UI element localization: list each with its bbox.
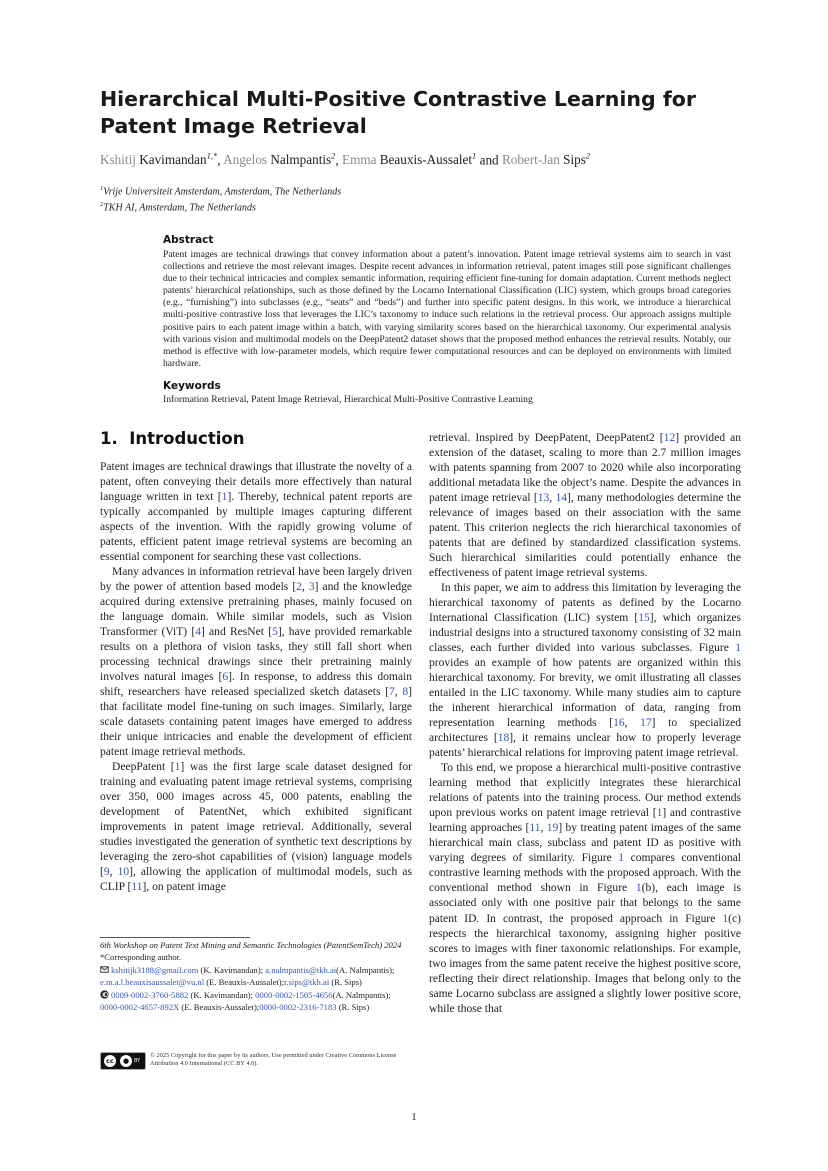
page-number: 1: [411, 1112, 417, 1123]
author-given-name: Angelos: [223, 152, 268, 168]
paragraph: DeepPatent [1] was the first large scale dataset designed for training and evaluating patent image retrieval systems, comprising over 350, 000 images across 45, 000 patents, enabling the development of PatentNet, which exhibited significant improvements in patent image retrieval. Additionally, several studies investigated the generation of synthetic text descriptions by leveraging the zero-shot capabilities of (vision) language models [9, 10], allowing the application of multimodal models, such as CLIP [11], on patent image: [100, 761, 413, 894]
affiliation-text: Vrije Universiteit Amsterdam, Amsterdam, The Netherlands: [103, 186, 342, 198]
citation-link[interactable]: 1: [635, 882, 642, 895]
citation-link[interactable]: 19: [546, 822, 559, 835]
author-name: [342, 152, 476, 167]
section-number: 1.: [100, 429, 118, 448]
citation-link[interactable]: 1: [618, 852, 625, 865]
author-separator: and: [476, 152, 499, 168]
paragraph: Many advances in information retrieval have been largely driven by the power of attention based models [2, 3] and the knowledge acquired during extensive pretraining phases, mainly focused on the language domain. While similar models, such as Vision Transformer (ViT) [4] and ResNet [5], have provided remarkable results on a plethora of vision tasks, they still fall short when processing technical drawings since their pretraining mainly involves natural images [6]. In response, to address this domain shift, researchers have released specialized sketch datasets [7, 8] that facilitate model fine-tuning on such images. Similarly, large scale datasets containing patent images have emerged to address their unique intricacies and enable the development of efficient patent image retrieval methods.: [100, 566, 413, 759]
author-given-name: Emma: [342, 152, 377, 168]
citation-link[interactable]: 1: [735, 642, 741, 655]
citation-link[interactable]: 3: [308, 581, 315, 594]
email-list: [100, 964, 412, 989]
author-family-name: Beauxis-Aussalet: [379, 152, 473, 168]
citation-link[interactable]: 5: [272, 626, 278, 639]
author-attribution: (A. Nalmpantis);: [336, 964, 395, 975]
affiliation-number: 2: [100, 201, 104, 208]
author-affiliation-mark: 1: [472, 151, 477, 161]
license-text: © 2025 Copyright for this paper by its authors. Use permitted under Creative Commons License Attribution 4.0 International (CC BY 4.0).: [150, 1052, 397, 1067]
workshop-note: 6th Workshop on Patent Text Mining and Semantic Technologies (PatentSemTech) 2024: [100, 940, 402, 950]
citation-link[interactable]: 9: [103, 866, 110, 879]
email-link[interactable]: kshitijk3188@gmail.com: [111, 964, 199, 975]
citation-link[interactable]: 2: [296, 581, 302, 594]
orcid-list: [100, 989, 412, 1014]
section-heading-introduction: [100, 429, 244, 448]
keywords-heading: Keywords: [163, 380, 221, 392]
affiliation-1: [100, 185, 341, 197]
citation-link[interactable]: 1: [656, 807, 663, 820]
author-name: [100, 152, 217, 167]
left-column: [100, 460, 412, 895]
author-affiliation-mark: 2: [585, 151, 591, 161]
author-family-name: Kavimandan: [139, 152, 207, 168]
license-row: [100, 1051, 420, 1073]
citation-link[interactable]: 15: [638, 612, 650, 625]
citation-link[interactable]: 6: [222, 671, 229, 684]
email-link[interactable]: e.m.a.l.beauxisaussalet@vu.nl: [100, 977, 205, 988]
keywords-text: Information Retrieval, Patent Image Retrieval, Hierarchical Multi-Positive Contrastive Learning: [163, 394, 533, 405]
author-separator: ,: [335, 152, 339, 168]
author-attribution: (E. Beauxis-Aussalet);: [179, 1002, 260, 1013]
citation-link[interactable]: 8: [402, 686, 409, 699]
author-name: [223, 152, 335, 167]
paper-title: Hierarchical Multi-Positive Contrastive Learning for Patent Image Retrieval: [100, 87, 696, 138]
right-column: [429, 431, 741, 1017]
citation-link[interactable]: 13: [537, 492, 550, 505]
orcid-link[interactable]: 0000-0002-1505-4656: [255, 989, 333, 1000]
footnotes: [100, 939, 412, 1013]
citation-link[interactable]: 1: [722, 912, 729, 925]
citation-link[interactable]: 18: [497, 732, 510, 745]
cc-by-license-icon: [100, 1052, 146, 1070]
citation-link[interactable]: 4: [195, 626, 201, 639]
email-link[interactable]: a.nalmpantis@tkh.ai: [265, 964, 337, 975]
author-given-name: Robert-Jan: [501, 152, 560, 168]
citation-link[interactable]: 11: [131, 881, 143, 894]
citation-link[interactable]: 17: [640, 717, 652, 730]
author-family-name: Sips: [563, 152, 586, 168]
author-attribution: (A. Nalmpantis);: [332, 989, 391, 1000]
orcid-link[interactable]: 0009-0002-3760-5882: [111, 989, 189, 1000]
orcid-icon: [100, 990, 109, 999]
author-separator: ,: [217, 152, 221, 168]
citation-link[interactable]: 16: [613, 717, 625, 730]
author-attribution: (K. Kavimandan);: [188, 989, 256, 1000]
author-attribution: (R. Sips): [329, 977, 362, 988]
citation-link[interactable]: 14: [555, 492, 568, 505]
citation-link[interactable]: 12: [663, 432, 676, 444]
citation-link[interactable]: 11: [529, 822, 541, 835]
footnote-rule: [100, 937, 250, 938]
by-icon: ●: [120, 1055, 132, 1067]
paragraph: Patent images are technical drawings that illustrate the novelty of a patent, often conveying their details more effectively than natural language written in text [1]. Thereby, technical patent reports are typically accompanied by multiple images capturing different aspects of the invention. With the rapidly growing volume of patents, efficient patent image retrieval systems are becoming an essential component for searching these vast collections.: [100, 461, 413, 564]
email-link[interactable]: r.sips@tkh.ai: [284, 977, 330, 988]
by-label: BY: [134, 1058, 141, 1064]
cc-icon: cc: [104, 1055, 116, 1067]
citation-link[interactable]: 7: [388, 686, 395, 699]
author-affiliation-mark: 2: [331, 151, 336, 161]
affiliation-number: 1: [100, 185, 104, 192]
orcid-link[interactable]: 0000-0002-4657-892X: [100, 1002, 180, 1013]
paragraph: retrieval. Inspired by DeepPatent, DeepPatent2 [12] provided an extension of the dataset, scaling to more than 2.7 million images with patents spanning from 2007 to 2020 while also incorporating additional metadata like the object’s name. Despite the advances in patent image retrieval [13, 14], many methodologies determine the relevance of images based on their association with the same patent. This criterion neglects the rich hierarchical taxonomies of patents that are defined by standardized classification systems. Such hierarchical similarities could potentially enhance the effectiveness of patent image retrieval systems.: [429, 432, 741, 580]
paragraph: In this paper, we aim to address this limitation by leveraging the hierarchical taxonomy of patents as defined by the Locarno International Classification (LIC) system [15], which organizes industrial designs into a structured taxonomy consisting of 32 main classes, each further divided into various subclasses. Figure 1 provides an example of how patents are organized within this hierarchical taxonomy. For brevity, we omit illustrating all classes entailed in the LIC taxonomy. While many studies aim to capture the inherent hierarchical information of data, ranging from representation learning methods [16, 17] to specialized architectures [18], it remains unclear how to properly leverage patents’ hierarchical relations for improving patent image retrieval.: [429, 582, 742, 760]
author-affiliation-mark: 1,*: [206, 151, 218, 161]
author-given-name: Kshitij: [100, 152, 136, 168]
author-family-name: Nalmpantis: [270, 152, 332, 168]
author-attribution: (R. Sips): [336, 1002, 370, 1013]
affiliation-2: [100, 201, 256, 213]
citation-link[interactable]: 1: [221, 491, 228, 504]
affiliation-text: TKH AI, Amsterdam, The Netherlands: [103, 202, 256, 214]
paragraph: To this end, we propose a hierarchical multi-positive contrastive learning method that explicitly integrates these hierarchical relations of patents into the training process. Our method extends upon previous works on patent image retrieval [1] and contrastive learning approaches [11, 19] by treating patent images of the same hierarchical main class, subclass and patent ID as positive with varying degrees of similarity. Figure 1 compares conventional contrastive learning methods with the proposed approach. With the conventional method shown in Figure 1(b), each image is associated only with one positive pair that belongs to the same patent ID. In contrast, the proposed approach in Figure 1(c) respects the hierarchical taxonomy, assigning higher positive scores to images with finer taxonomic relationships. For example, two images from the same patent receive the highest positive score, reflecting their direct relationship. Images that belong only to the same Locarno subclass are assigned a slightly lower positive score, while those that: [429, 762, 742, 1015]
abstract-heading: Abstract: [163, 234, 214, 246]
author-attribution: (K. Kavimandan);: [198, 964, 266, 975]
author-list: [100, 151, 590, 168]
citation-link[interactable]: 10: [117, 866, 130, 879]
email-icon: [100, 965, 109, 974]
orcid-link[interactable]: 0000-0002-2316-7183: [259, 1002, 337, 1013]
section-title: Introduction: [129, 429, 245, 448]
corresponding-note: *Corresponding author.: [100, 952, 182, 963]
author-attribution: (E. Beauxis-Aussalet);: [204, 977, 285, 988]
author-name: [502, 152, 590, 167]
abstract-text: Patent images are technical drawings that convey information about a patent’s innovation. Patent image retrieval systems aim to search in vast collections and retrieve the most relevant images. Despite recent advances in information retrieval, patent images still pose significant challenges due to their technical intricacies and complex semantic information, requiring efficient fine-tuning for domain adaptation. Current methods neglect patents’ hierarchical relationships, such as those defined by the Locarno International Classification (LIC) system, which groups broad categories (e.g., “furnishing”) into subclasses (e.g., “seats” and “beds”) and further into specific patent designs. In this work, we introduce a hierarchical multi-positive contrastive loss that leverages the LIC’s taxonomy to induce such relations in the retrieval process. Our approach assigns multiple positive pairs to each patent image within a batch, with varying similarity scores based on the hierarchical taxonomy. Our experimental analysis with various vision and multimodal models on the DeepPatent2 dataset shows that the proposed method enhances the retrieval results. Notably, our method is effective with low-parameter models, which require fewer computational resources and can be deployed on environments with limited hardware.: [163, 249, 731, 369]
citation-link[interactable]: 1: [174, 761, 181, 774]
